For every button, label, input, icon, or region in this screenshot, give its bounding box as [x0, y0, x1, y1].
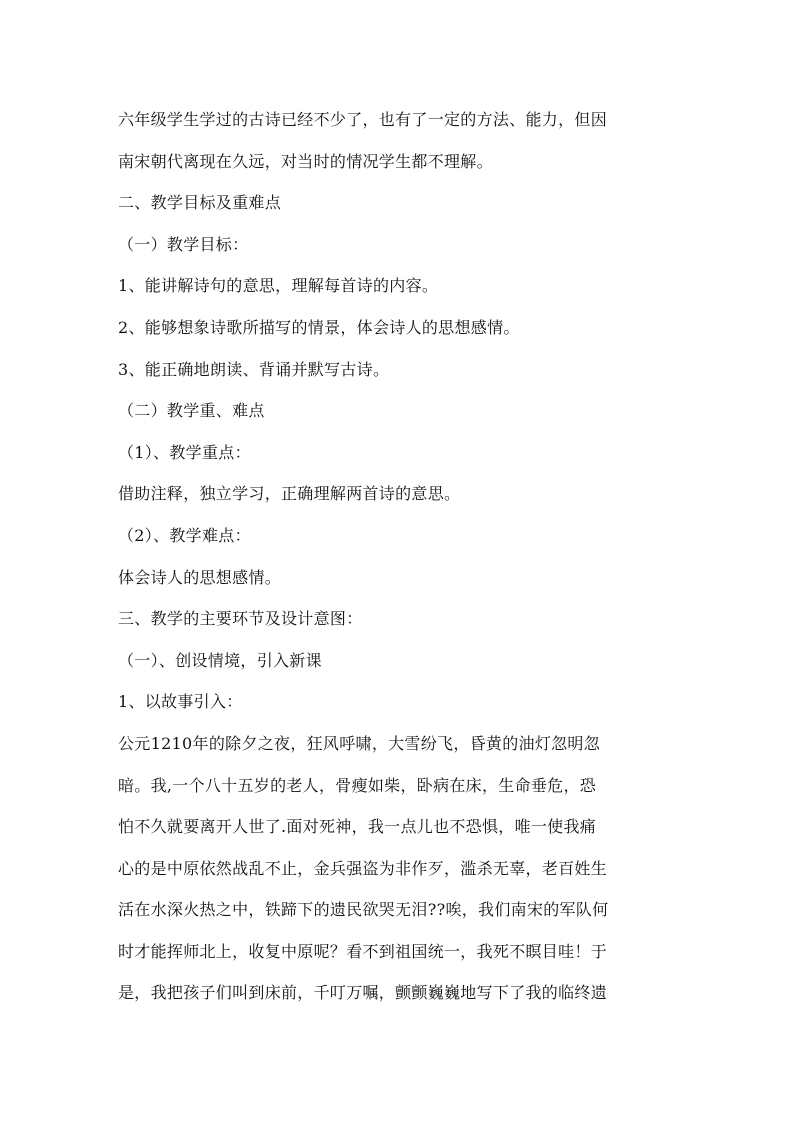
- text-line: 暗。我,一个八十五岁的老人，骨瘦如柴，卧病在床，生命垂危，恐: [118, 775, 597, 795]
- subsection-heading: （一）、创设情境，引入新课: [118, 650, 322, 670]
- subsection-heading: （1）、教学重点：: [118, 442, 251, 462]
- section-heading: 三、教学的主要环节及设计意图：: [118, 609, 363, 629]
- subsection-heading: （一）教学目标：: [118, 234, 249, 254]
- text-line: 公元1210年的除夕之夜，狂风呼啸，大雪纷飞，昏黄的油灯忽明忽: [118, 733, 601, 753]
- subsection-heading: （2）、教学难点：: [118, 525, 251, 545]
- text-line: 心的是中原依然战乱不止，金兵强盗为非作歹，滥杀无辜，老百姓生: [118, 858, 608, 878]
- text-line: 体会诗人的思想感情。: [118, 567, 282, 587]
- document-body: [118, 99, 688, 1014]
- text-line: 是，我把孩子们叫到床前，千叮万嘱，颤颤巍巍地写下了我的临终遗: [118, 983, 608, 1003]
- text-line: 活在水深火热之中，铁蹄下的遗民欲哭无泪??唉，我们南宋的军队何: [118, 900, 609, 920]
- section-heading: 二、教学目标及重难点: [118, 193, 282, 213]
- text-line: 借助注释，独立学习，正确理解两首诗的意思。: [118, 484, 461, 504]
- list-item: 3、能正确地朗读、背诵并默写古诗。: [118, 359, 390, 379]
- list-item: 1、以故事引入：: [118, 692, 243, 712]
- text-line: 时才能挥师北上，收复中原呢？看不到祖国统一，我死不瞑目哇！于: [118, 941, 608, 961]
- text-line: 南宋朝代离现在久远，对当时的情况学生都不理解。: [118, 151, 493, 171]
- list-item: 1、能讲解诗句的意思，理解每首诗的内容。: [118, 276, 439, 296]
- text-line: 怕不久就要离开人世了.面对死神，我一点儿也不恐惧，唯一使我痛: [118, 817, 597, 837]
- list-item: 2、能够想象诗歌所描写的情景，体会诗人的思想感情。: [118, 317, 520, 337]
- text-line: 六年级学生学过的古诗已经不少了，也有了一定的方法、能力，但因: [118, 110, 608, 129]
- subsection-heading: （二）教学重、难点: [118, 401, 265, 421]
